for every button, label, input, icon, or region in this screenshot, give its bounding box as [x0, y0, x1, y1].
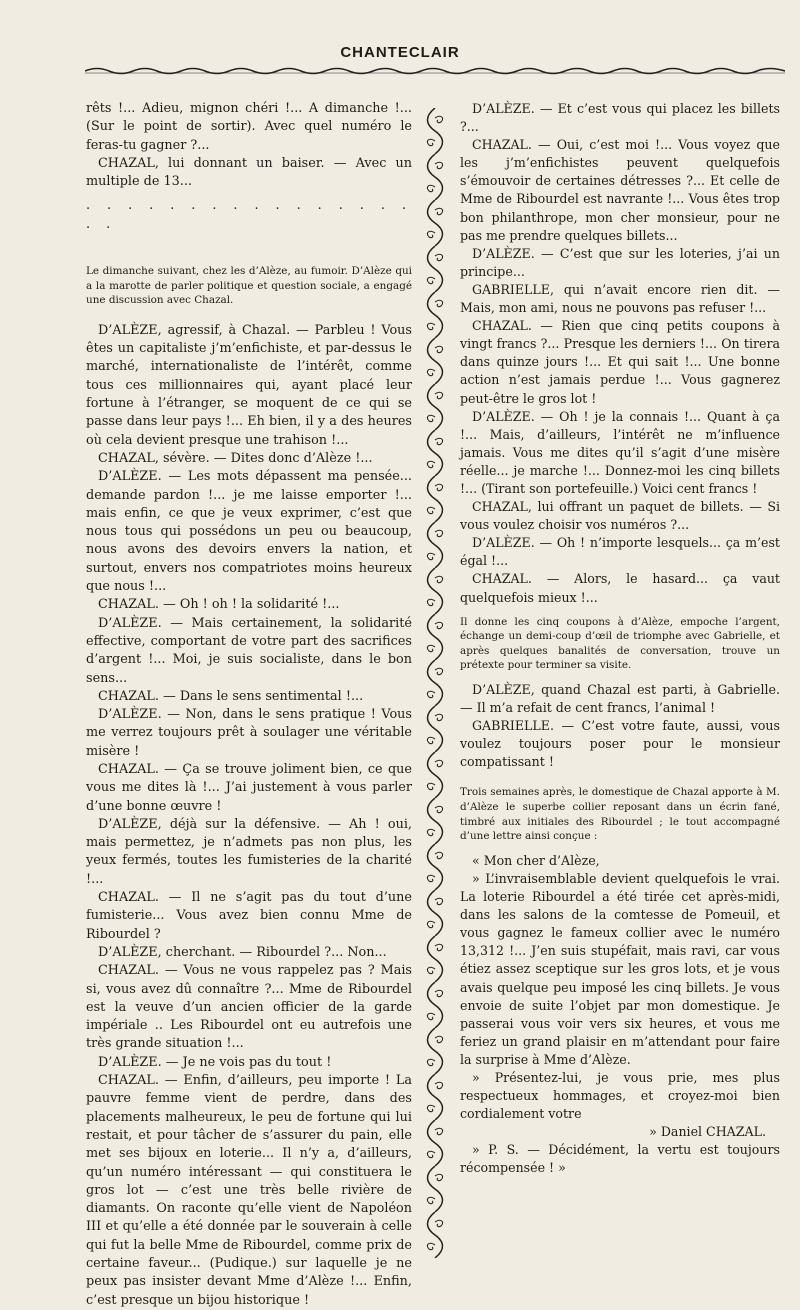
dialogue-paragraph: CHAZAL. — Rien que cinq petits coupons à vingt francs ?... Presque les derniers !... On tirera dans quinze jours !... Et qui sait !... Une bonne action n’est jamais perdue !... Vous gagnerez peut-être le gros lot !	[460, 318, 780, 406]
dialogue-paragraph: D’ALÈZE. — Les mots dépassent ma pensée... demande pardon !... je me laisse emporter !... mais enfin, ce que je veux exprimer, c’est que nous tous qui possédons un peu ou beaucoup, nous avons des devoirs envers la nation, et surtout, envers nos compatriotes moins heureux que nous !...	[86, 469, 412, 595]
dialogue-paragraph: CHAZAL. — Il ne s’agit pas du tout d’une fumisterie... Vous avez bien connu Mme de Ribourdel ?	[86, 890, 412, 942]
dialogue-paragraph: CHAZAL, lui donnant un baiser. — Avec un multiple de 13...	[86, 155, 412, 190]
stage-direction: Trois semaines après, le domestique de Chazal apporte à M. d’Alèze le superbe collier reposant dans un écrin fané, timbré aux initiales des Ribourdel ; le tout accompagné d’une lettre ainsi conçue :	[460, 786, 780, 843]
dialogue-paragraph: D’ALÈZE. — Je ne vois pas du tout !	[98, 1054, 332, 1070]
letter-salutation: « Mon cher d’Alèze,	[472, 852, 600, 868]
dialogue-paragraph: CHAZAL. — Vous ne vous rappelez pas ? Mais si, vous avez dû connaître ?... Mme de Ribourdel est la veuve d’un ancien officier de la garde impériale .. Les Ribourdel ont eu autrefois une très grande situation !...	[86, 963, 412, 1052]
dialogue-paragraph: D’ALÈZE, agressif, à Chazal. — Parbleu ! Vous êtes un capitaliste j’m’enfichiste, et par-dessus le marché, internationaliste de l’intérêt, comme tous ces millionnaires qui, ayant placé leur fortune à l’étranger, se moquent de ce qui se passe dans leur pays !... Eh bien, il y a des heures où cela devient presque une trahison !...	[86, 322, 412, 448]
dialogue-paragraph: D’ALÈZE. — Oh ! n’importe lesquels... ça m’est égal !...	[460, 535, 780, 569]
stage-direction: Le dimanche suivant, chez les d’Alèze, au fumoir. D’Alèze qui a la marotte de parler politique et question sociale, a engagé une discussion avec Chazal.	[86, 265, 412, 307]
left-column	[86, 100, 412, 1310]
dialogue-paragraph: CHAZAL. — Oui, c’est moi !... Vous voyez que les j’m’enfichistes peuvent quelquefois s’émouvoir de certaines détresses ?... Et celle de Mme de Ribourdel est navrante !... Vous êtes trop bon philanthrope, mon cher monsieur, pour ne pas me prendre quelques billets...	[460, 137, 780, 243]
dialogue-paragraph: CHAZAL. — Ça se trouve joliment bien, ce que vous me dites là !... J’ai justement à vous parler d’une bonne œuvre !	[86, 761, 412, 814]
dialogue-paragraph: D’ALÈZE. — Oh ! je la connais !... Quant à ça !... Mais, d’ailleurs, l’intérêt ne m’influence jamais. Vous me dites qu’il s’agit d’une misère réelle... je marche !... Donnez-moi les cinq billets !... (Tirant son portefeuille.) Voici cent francs !	[460, 408, 780, 496]
dialogue-paragraph: CHAZAL. — Oh ! oh ! la solidarité !...	[98, 597, 340, 613]
dialogue-paragraph: D’ALÈZE, déjà sur la défensive. — Ah ! oui, mais permettez, je n’admets pas non plus, les yeux fermés, toutes les fumisteries de la charité !...	[86, 816, 412, 887]
dialogue-paragraph: GABRIELLE. — C’est votre faute, aussi, vous voulez toujours poser pour le monsieur compatissant !	[460, 718, 780, 770]
letter-paragraph: » L’invraisemblable devient quelquefois le vrai. La loterie Ribourdel a été tirée cet après-midi, dans les salons de la comtesse de Pomeuil, et vous gagnez le fameux collier avec le numéro 13,312 !... J’en suis stupéfait, mais ravi, car vous étiez assez sceptique sur les gros lots, et je vous avais quelque peu imposé les cinq billets. Je vous envoie de suite l’objet par mon domestique. Je passerai vous voir vers six heures, et vous me feriez un grand plaisir en m’attendant pour faire la surprise à Mme d’Alèze.	[460, 870, 780, 1067]
dialogue-paragraph: CHAZAL, lui offrant un paquet de billets. — Si vous voulez choisir vos numéros ?...	[460, 499, 780, 533]
stage-direction: Il donne les cinq coupons à d’Alèze, empoche l’argent, échange un demi-coup d’œil de triomphe avec Gabrielle, et après quelques banalités de conversation, trouve un prétexte pour terminer sa visite.	[460, 615, 780, 672]
dialogue-paragraph: D’ALÈZE. — Non, dans le sens pratique ! Vous me verrez toujours prêt à soulager une véritable misère !	[86, 707, 412, 759]
dialogue-paragraph: D’ALÈZE. — Mais certainement, la solidarité effective, comportant de votre part des sacrifices d’argent !... Moi, je suis socialiste, dans le bon sens...	[86, 615, 412, 686]
dialogue-paragraph: D’ALÈZE, quand Chazal est parti, à Gabrielle. — Il m’a refait de cent francs, l’animal !	[460, 682, 780, 716]
dialogue-paragraph: CHAZAL. — Dans le sens sentimental !...	[98, 688, 364, 704]
letter-signature: » Daniel CHAZAL.	[649, 1124, 766, 1140]
right-column	[460, 100, 780, 1178]
letter-postscript: » P. S. — Décidément, la vertu est toujours récompensée ! »	[460, 1142, 780, 1176]
page-header-title: CHANTECLAIR	[340, 44, 460, 61]
letter-paragraph: » Présentez-lui, je vous prie, mes plus respectueux hommages, et croyez-moi bien cordialement votre	[460, 1069, 780, 1122]
ornamental-column-divider	[421, 108, 449, 1258]
dialogue-paragraph: D’ALÈZE. — C’est que sur les loteries, j’ai un principe...	[460, 245, 780, 279]
dialogue-paragraph: D’ALÈZE. — Et c’est vous qui placez les billets ?...	[460, 101, 780, 135]
dialogue-paragraph: CHAZAL. — Alors, le hasard... ça vaut quelquefois mieux !...	[460, 571, 780, 605]
dialogue-paragraph: D’ALÈZE, cherchant. — Ribourdel ?... Non...	[98, 944, 387, 960]
dialogue-paragraph: GABRIELLE, qui n’avait encore rien dit. — Mais, mon ami, nous ne pouvons pas refuser !...	[460, 281, 780, 316]
dialogue-paragraph: CHAZAL. — Enfin, d’ailleurs, peu importe ! La pauvre femme vient de perdre, dans des placements malheureux, le peu de fortune qui lui restait, et pour tâcher de s’assurer du pain, elle met ses bijoux en loterie... Il n’y a, d’ailleurs, qu’un numéro intéressant — qui constituera le gros lot — c’est une très belle rivière de diamants. On raconte qu’elle vient de Napoléon III et qu’elle a été donnée par le souverain à celle qui fut la belle Mme de Ribourdel, comme prix de certaine faveur... (Pudique.) sur laquelle je ne peux pas insister devant Mme d’Alèze !... Enfin, c’est presque un bijou historique !	[86, 1073, 412, 1308]
dialogue-paragraph: rêts !... Adieu, mignon chéri !... A dimanche !... (Sur le point de sortir). Avec quel numéro le feras-tu gagner ?...	[86, 101, 412, 153]
header-ornament-rule	[85, 64, 785, 78]
ellipsis-separator: . . . . . . . . . . . . . . . . . .	[86, 198, 412, 232]
dialogue-paragraph: CHAZAL, sévère. — Dites donc d’Alèze !...	[98, 450, 373, 466]
